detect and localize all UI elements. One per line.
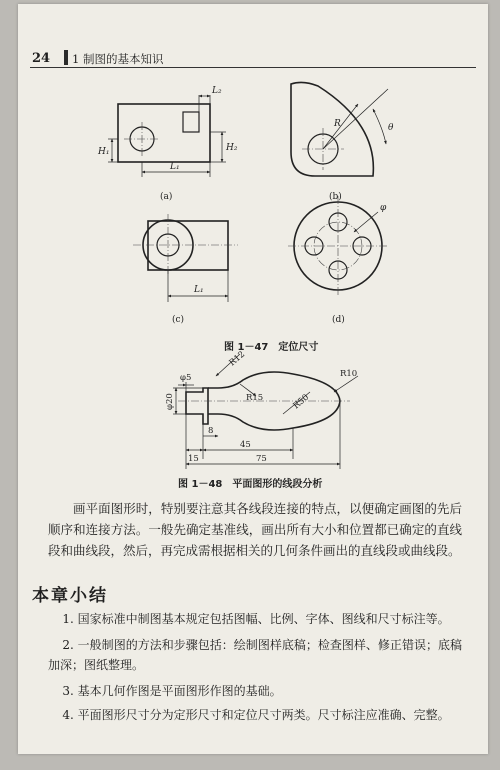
summary-item-2: 2. 一般制图的方法和步骤包括：绘制图样底稿；检查图样、修正错误；底稿加深；图纸整理。 <box>48 638 462 672</box>
centerlines <box>124 122 388 401</box>
dim-R15: R15 <box>246 393 264 403</box>
dim-phi: φ <box>380 203 387 213</box>
page-number: 24 <box>32 51 51 66</box>
dim-R10: R10 <box>340 369 358 379</box>
dim-phi20: φ20 <box>165 393 175 410</box>
dim-8: 8 <box>208 426 214 436</box>
figure-a-drawing <box>118 104 210 162</box>
dimension-lines <box>108 89 388 469</box>
summary-heading: 本章小结 <box>32 586 108 606</box>
subfig-label-b: (b) <box>329 192 342 202</box>
dim-theta: θ <box>388 123 394 133</box>
dim-75: 75 <box>256 454 267 464</box>
figure-47-caption: 图 1－47 定位尺寸 <box>224 342 319 353</box>
dim-L1-c: L₁ <box>194 285 204 295</box>
dim-R12: R12 <box>227 349 248 369</box>
dim-45: 45 <box>240 440 251 450</box>
figure-48-caption: 图 1－48 平面图形的线段分析 <box>178 479 323 490</box>
dim-15: 15 <box>188 454 199 464</box>
dim-L1-a: L₁ <box>170 162 180 172</box>
dim-R: R <box>334 119 341 129</box>
dim-H2: H₂ <box>226 143 238 153</box>
subfig-label-a: (a) <box>160 192 173 202</box>
body-paragraph: 画平面图形时，特别要注意其各线段连接的特点，以便确定画图的先后顺序和连接方法。一般先确定基准线，画出所有大小和位置都已确定的直线段和曲线段，然后，再完成需根据相关的几何条件画出的直线段或曲线段。 <box>48 501 462 558</box>
dim-L2: L₂ <box>212 86 222 96</box>
chapter-title: 1 制图的基本知识 <box>72 52 164 66</box>
summary-item-3: 3. 基本几何作图是平面图形作图的基础。 <box>62 684 282 698</box>
summary-item-4: 4. 平面图形尺寸分为定形尺寸和定位尺寸两类。尺寸标注应准确、完整。 <box>62 708 450 722</box>
subfig-label-c: (c) <box>172 315 185 325</box>
dim-phi5: φ5 <box>180 373 192 383</box>
subfig-label-d: (d) <box>332 315 345 325</box>
dim-H1: H₁ <box>98 147 110 157</box>
figure-b-drawing <box>291 82 373 176</box>
summary-item-1: 1. 国家标准中制图基本规定包括图幅、比例、字体、图线和尺寸标注等。 <box>62 612 450 626</box>
book-page <box>18 4 488 754</box>
dim-R50: R50 <box>291 392 312 412</box>
